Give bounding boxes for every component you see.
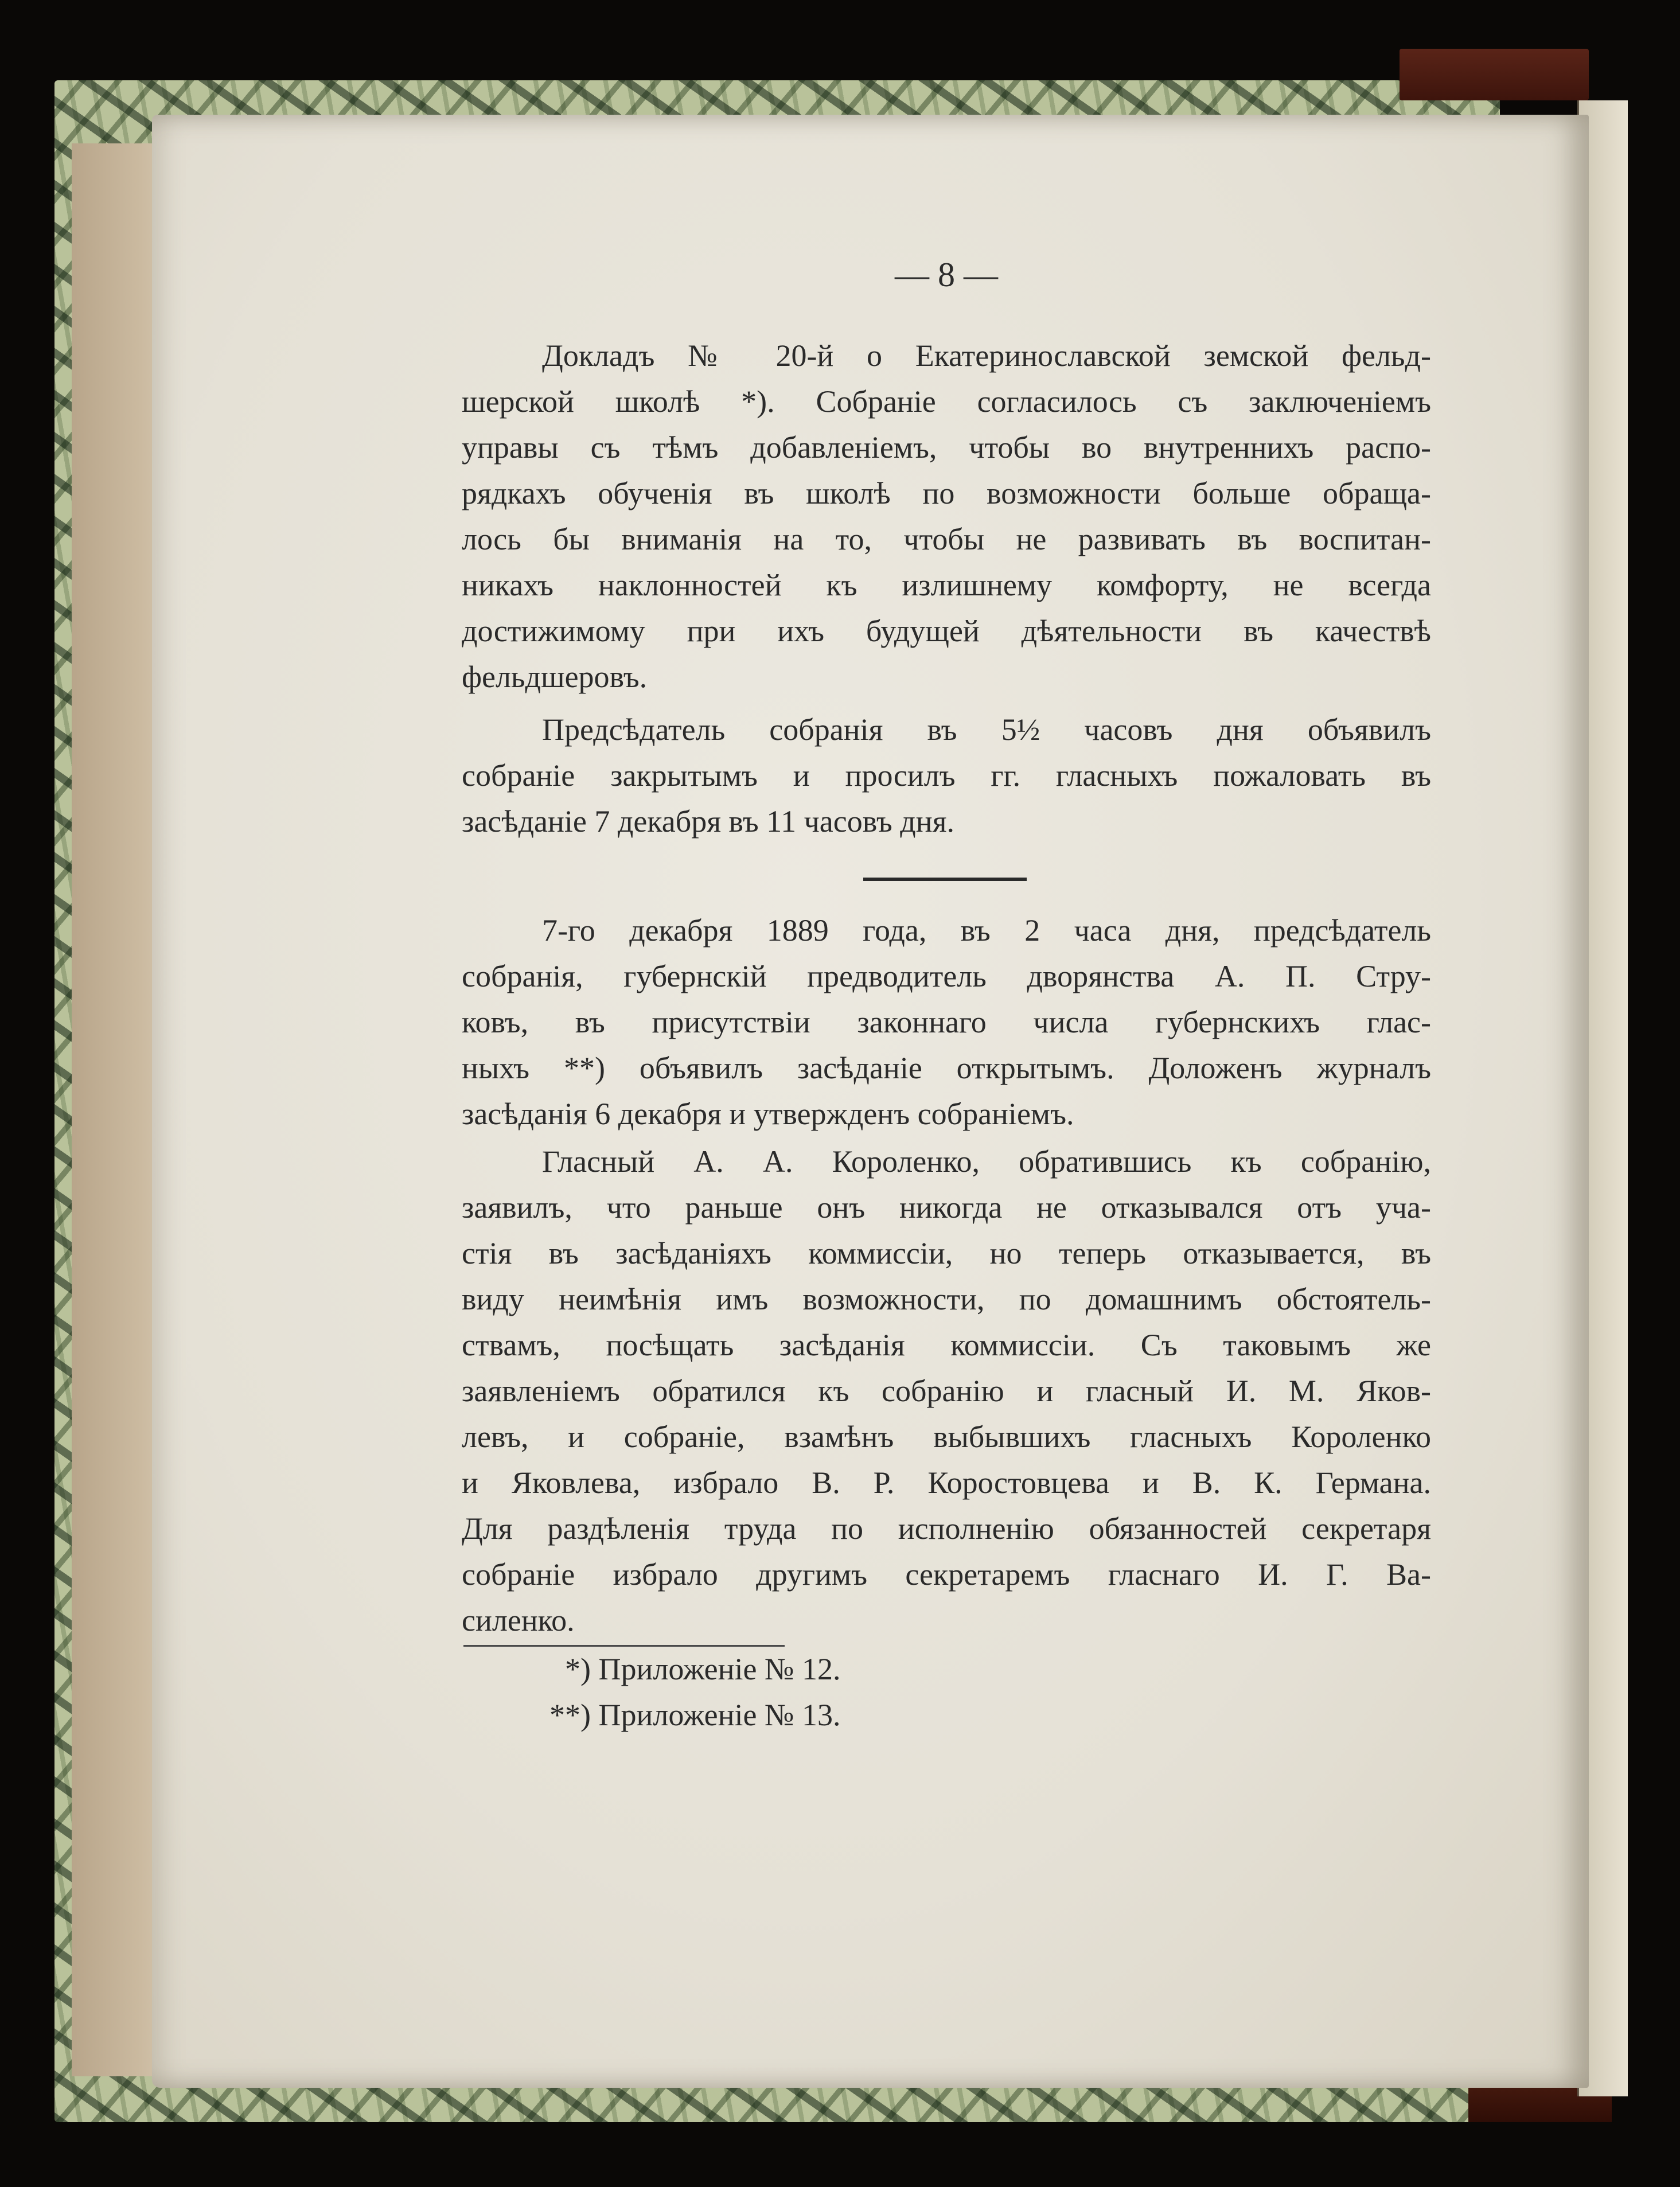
text-line: ствамъ, посѣщать засѣданія коммиссіи. Съ таковымъ же [462, 1328, 1431, 1362]
footnote-text: Приложеніе № 13. [598, 1698, 841, 1732]
text-line: достижимому при ихъ будущей дѣятельности въ качествѣ [462, 614, 1431, 648]
text-line: заявилъ, что раньше онъ никогда не отказывался отъ уча- [462, 1190, 1431, 1225]
paragraph-december-7 [462, 907, 1431, 1137]
text-line: фельдшеровъ. [462, 660, 648, 694]
text-line: собранія, губернскій предводитель дворянства А. П. Стру- [462, 959, 1431, 993]
footnote-2 [516, 1692, 840, 1738]
text-line: ныхъ **) объявилъ засѣданіе открытымъ. Доложенъ журналъ [462, 1051, 1431, 1085]
text-line: силенко. [462, 1603, 575, 1638]
text-line: никахъ наклонностей къ излишнему комфорту, не всегда [462, 568, 1431, 602]
text-line: заявленіемъ обратился къ собранію и гласный И. М. Яков- [462, 1374, 1431, 1408]
page-number: — 8 — [895, 256, 998, 294]
text-line: стія въ засѣданіяхъ коммиссіи, но теперь отказывается, въ [462, 1236, 1431, 1270]
footnote-mark: *) [565, 1652, 591, 1686]
text-line: Гласный А. А. Короленко, обратившись къ собранію, [542, 1144, 1431, 1179]
text-line: Для раздѣленія труда по исполненію обязанностей секретаря [462, 1511, 1431, 1546]
text-line: ковъ, въ присутствіи законнаго числа губернскихъ глас- [462, 1005, 1431, 1039]
text-line: собраніе закрытымъ и просилъ гг. гласныхъ пожаловать въ [462, 758, 1431, 793]
text-line: шерской школѣ *). Собраніе согласилось съ заключеніемъ [462, 384, 1431, 419]
footnote-mark: **) [549, 1698, 591, 1732]
text-line: лось бы вниманія на то, чтобы не развивать въ воспитан- [462, 522, 1431, 556]
text-line: собраніе избрало другимъ секретаремъ гласнаго И. Г. Ва- [462, 1557, 1431, 1592]
paragraph-session-closed [462, 707, 1431, 844]
text-line: засѣданіе 7 декабря въ 11 часовъ дня. [462, 804, 954, 839]
text-line: левъ, и собраніе, взамѣнъ выбывшихъ гласныхъ Короленко [462, 1420, 1431, 1454]
footnotes [516, 1646, 840, 1738]
text-line: виду неимѣнія имъ возможности, по домашнимъ обстоятель- [462, 1282, 1431, 1316]
paragraph-korolenko [462, 1139, 1431, 1643]
text-line: Докладъ № 20-й о Екатеринославской земской фельд- [542, 338, 1431, 373]
text-line: засѣданія 6 декабря и утвержденъ собраніемъ. [462, 1097, 1074, 1131]
footnote-1 [516, 1646, 840, 1692]
footnote-text: Приложеніе № 12. [598, 1652, 841, 1686]
book-spine-top [1400, 49, 1589, 100]
section-divider [863, 878, 1027, 881]
text-line: и Яковлева, избрало В. Р. Коростовцева и В. К. Германа. [462, 1465, 1431, 1500]
text-line: управы съ тѣмъ добавленіемъ, чтобы во внутреннихъ распо- [462, 430, 1431, 465]
text-line: 7-го декабря 1889 года, въ 2 часа дня, предсѣдатель [542, 913, 1431, 948]
paragraph-report-20 [462, 333, 1431, 700]
text-line: рядкахъ обученія въ школѣ по возможности больше обраща- [462, 476, 1431, 510]
text-line: Предсѣдатель собранія въ 5½ часовъ дня объявилъ [542, 712, 1431, 747]
